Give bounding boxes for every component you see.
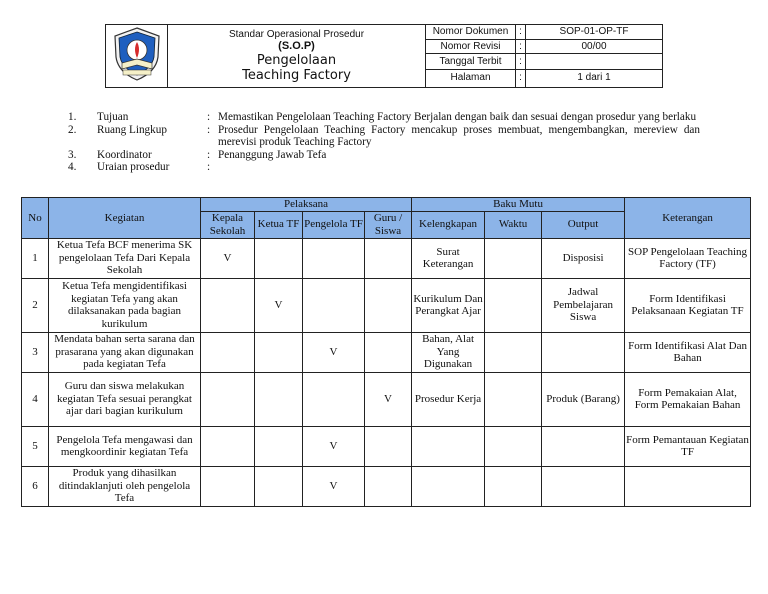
cell-kelengkapan: Bahan, Alat Yang Digunakan: [412, 332, 485, 372]
title-line-2: (S.O.P): [278, 40, 315, 52]
info-number: 2.: [68, 123, 77, 136]
cell-guru: [365, 466, 412, 506]
meta-value: [526, 54, 663, 69]
cell-no: 5: [22, 426, 49, 466]
cell-output: [542, 426, 625, 466]
cell-kepala: [201, 278, 255, 332]
header-ketua-tf: Ketua TF: [255, 211, 303, 238]
cell-kelengkapan: [412, 466, 485, 506]
cell-guru: [365, 426, 412, 466]
cell-guru: [365, 238, 412, 278]
cell-output: Produk (Barang): [542, 372, 625, 426]
header-kelengkapan: Kelengkapan: [412, 211, 485, 238]
info-key: Uraian prosedur: [97, 161, 170, 173]
cell-waktu: [485, 426, 542, 466]
info-key: Tujuan: [97, 111, 129, 123]
procedure-table: [21, 197, 751, 507]
cell-no: 6: [22, 466, 49, 506]
table-row: [22, 278, 751, 332]
header-output: Output: [542, 211, 625, 238]
header-keterangan: Keterangan: [625, 198, 751, 239]
cell-pengelola: V: [303, 466, 365, 506]
table-row: [22, 238, 751, 278]
cell-keterangan: Form Identifikasi Alat Dan Bahan: [625, 332, 751, 372]
info-value: Prosedur Pengelolaan Teaching Factory mencakup proses membuat, mengembangkan, mereview dan merevisi produk Teaching Factory: [218, 123, 700, 148]
cell-keterangan: SOP Pengelolaan Teaching Factory (TF): [625, 238, 751, 278]
cell-kegiatan: Pengelola Tefa mengawasi dan mengkoordinir kegiatan Tefa: [49, 426, 201, 466]
cell-keterangan: Form Pemantauan Kegiatan TF: [625, 426, 751, 466]
cell-no: 2: [22, 278, 49, 332]
cell-pengelola: [303, 238, 365, 278]
info-number: 3.: [68, 148, 77, 161]
cell-ketua: [255, 238, 303, 278]
meta-colon: :: [516, 54, 526, 69]
meta-value: 1 dari 1: [526, 69, 663, 87]
table-row: [22, 466, 751, 506]
header-kepala-sekolah: Kepala Sekolah: [201, 211, 255, 238]
meta-value: SOP-01-OP-TF: [526, 25, 663, 40]
cell-kepala: [201, 466, 255, 506]
cell-kelengkapan: Prosedur Kerja: [412, 372, 485, 426]
title-line-1: Standar Operasional Prosedur: [228, 29, 365, 40]
info-colon: :: [207, 111, 211, 123]
cell-guru: [365, 278, 412, 332]
cell-kegiatan: Ketua Tefa mengidentifikasi kegiatan Tefa yang akan dilaksanakan pada bagian kurikulum: [49, 278, 201, 332]
header-baku-mutu: Baku Mutu: [412, 198, 625, 212]
cell-waktu: [485, 466, 542, 506]
meta-label: Tanggal Terbit: [426, 54, 516, 69]
cell-kelengkapan: Kurikulum Dan Perangkat Ajar: [412, 278, 485, 332]
info-row: [68, 111, 700, 124]
info-number: 1.: [68, 111, 77, 123]
table-row: [22, 372, 751, 426]
meta-value: 00/00: [526, 40, 663, 54]
cell-ketua: [255, 466, 303, 506]
meta-label: Nomor Revisi: [426, 40, 516, 54]
info-row: [68, 149, 700, 162]
info-number: 4.: [68, 161, 77, 173]
cell-output: Disposisi: [542, 238, 625, 278]
cell-waktu: [485, 238, 542, 278]
logo-cell: [106, 25, 168, 88]
cell-output: Jadwal Pembelajaran Siswa: [542, 278, 625, 332]
cell-kegiatan: Ketua Tefa BCF menerima SK pengelolaan Tefa Dari Kepala Sekolah: [49, 238, 201, 278]
info-key: Ruang Lingkup: [97, 123, 167, 136]
title-line-3: Pengelolaan: [256, 53, 337, 68]
info-value: [218, 161, 700, 174]
info-value: Memastikan Pengelolaan Teaching Factory Berjalan dengan baik dan sesuai dengan prosedur yang berlaku: [218, 111, 697, 123]
meta-label: Halaman: [426, 69, 516, 87]
document-header: [105, 24, 663, 88]
meta-label: Nomor Dokumen: [426, 25, 516, 40]
header-kegiatan: Kegiatan: [49, 198, 201, 239]
cell-kepala: V: [201, 238, 255, 278]
cell-ketua: V: [255, 278, 303, 332]
cell-kegiatan: Produk yang dihasilkan ditindaklanjuti oleh pengelola Tefa: [49, 466, 201, 506]
cell-keterangan: [625, 466, 751, 506]
cell-no: 3: [22, 332, 49, 372]
cell-ketua: [255, 426, 303, 466]
header-guru-siswa: Guru / Siswa: [365, 211, 412, 238]
cell-kepala: [201, 372, 255, 426]
cell-pengelola: [303, 372, 365, 426]
cell-waktu: [485, 332, 542, 372]
cell-pengelola: V: [303, 332, 365, 372]
meta-colon: :: [516, 25, 526, 40]
table-row: [22, 426, 751, 466]
cell-keterangan: Form Pemakaian Alat, Form Pemakaian Bahan: [625, 372, 751, 426]
cell-kepala: [201, 332, 255, 372]
cell-waktu: [485, 278, 542, 332]
cell-pengelola: V: [303, 426, 365, 466]
cell-ketua: [255, 332, 303, 372]
cell-output: [542, 332, 625, 372]
meta-colon: :: [516, 69, 526, 87]
title-line-4: Teaching Factory: [242, 68, 351, 83]
header-pengelola-tf: Pengelola TF: [303, 211, 365, 238]
cell-output: [542, 466, 625, 506]
cell-keterangan: Form Identifikasi Pelaksanaan Kegiatan TF: [625, 278, 751, 332]
header-pelaksana: Pelaksana: [201, 198, 412, 212]
title-cell: [168, 25, 426, 88]
cell-kegiatan: Mendata bahan serta sarana dan prasarana yang akan digunakan pada kegiatan Tefa: [49, 332, 201, 372]
info-row: [68, 161, 700, 174]
table-row: [22, 332, 751, 372]
info-value: Penanggung Jawab Tefa: [218, 148, 327, 161]
cell-pengelola: [303, 278, 365, 332]
cell-ketua: [255, 372, 303, 426]
cell-no: 1: [22, 238, 49, 278]
cell-kepala: [201, 426, 255, 466]
cell-guru: V: [365, 372, 412, 426]
cell-waktu: [485, 372, 542, 426]
cell-kegiatan: Guru dan siswa melakukan kegiatan Tefa sesuai perangkat ajar dari bagian kurikulum: [49, 372, 201, 426]
cell-no: 4: [22, 372, 49, 426]
info-colon: :: [207, 161, 211, 173]
info-row: [68, 124, 700, 149]
info-colon: :: [207, 148, 211, 161]
cell-kelengkapan: [412, 426, 485, 466]
meta-colon: :: [516, 40, 526, 54]
header-no: No: [22, 198, 49, 239]
info-colon: :: [207, 123, 211, 136]
header-waktu: Waktu: [485, 211, 542, 238]
cell-guru: [365, 332, 412, 372]
school-emblem-icon: [108, 25, 166, 83]
info-key: Koordinator: [97, 148, 152, 161]
sop-info: [68, 111, 700, 174]
cell-kelengkapan: Surat Keterangan: [412, 238, 485, 278]
